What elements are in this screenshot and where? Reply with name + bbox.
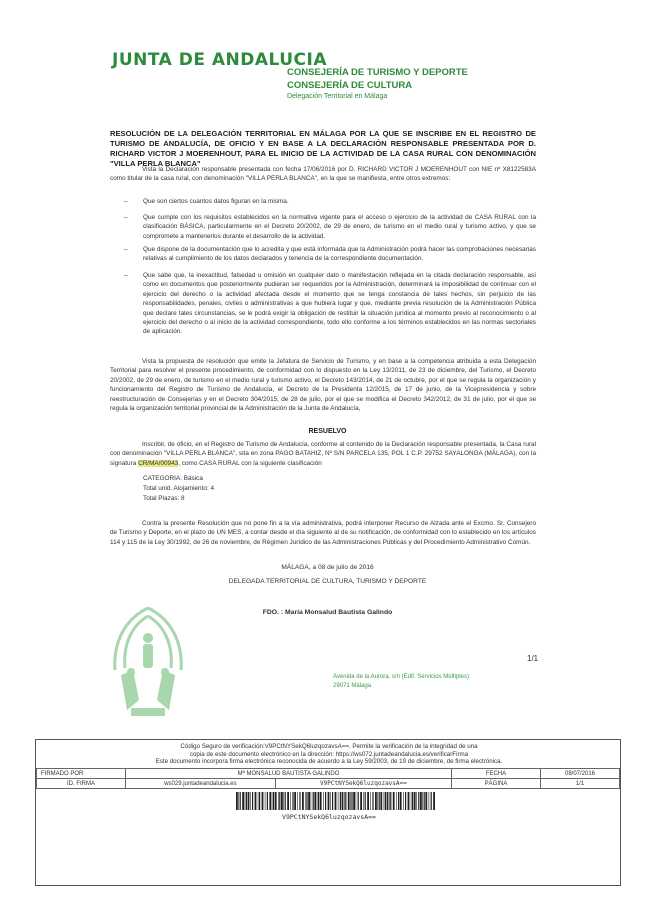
barcode-bar — [389, 792, 390, 810]
fecha-value: 08/07/2016 — [541, 769, 620, 779]
bullet-text: Que son ciertos cuantos datos figuran en la misma. — [143, 198, 289, 205]
barcode-code: V9PCtNYSekQ6luzqozavsA== — [282, 813, 376, 821]
barcode-bar — [367, 792, 369, 810]
total-unid-line: Total unid. Alojamiento: 4 — [143, 485, 215, 492]
vista-paragraph: Vista la propuesta de resolución que emite la Jefatura de Servicio de Turismo, y en base a la competencia atribuida a esta Delegación Territorial para resolver el presente procedimiento, de conformidad con lo dispuesto en la Ley 13/2011, de 23 de diciembre, del Turismo, el Decreto 20/2002, de 29 de enero, de turismo en el medio rural y turismo activo, el Decreto 143/2014, de 21 de octubre, por el que se regula la organización y funcionamiento del Registro de Turismo de Andalucía, el Decreto de la Presidenta 12/2015, de 17 de junio, de la Vicepresidencia y sobre reestructuración de Consejerías y en el Decreto 304/2015, de 28 de julio, por el que se modifica el Decreto 342/2012, de 31 de julio, por el que se regula la organización territorial provincial de la Administración de la Junta de Andalucía, — [110, 358, 536, 413]
barcode-bar — [287, 792, 289, 810]
bullet-text: Que sabe que, la inexactitud, falsedad u omisión en cualquier dato o manifestación reflejada en la citada declaración responsable, así como en documentos que posteriormente pudieran ser requeridos por la Administración, determinará la imposibilidad de continuar con el ejercicio del derecho o la actividad afectada desde el momento que se tenga constancia de tales hechos, sin perjuicio de las responsabilidades, penales, civiles o administrativas a que hubiera lugar y que, mediante previa resolución de la Administración Pública que declare tales circunstancias, se le podrá exigir la obligación de restituir la situación jurídica al momento previo al reconocimiento o al ejercicio del derecho o al inicio de la actividad correspondiente, todo ello conforme a los términos establecidos en las normas sectoriales de aplicación. — [143, 272, 536, 336]
address-line-2: 29071 Málaga — [333, 683, 372, 689]
barcode-bar — [238, 792, 239, 810]
bullet-item: – Que cumple con los requisitos establecidos en la normativa vigente para el acceso o ejercicio de la actividad de CASA RURAL con la clasificación BÁSICA, particularmente en el Decreto 20/2002, de 29 de enero, de turismo en el medio rural y turismo activo, y que se compromete a mantenerlos durante el desarrollo de la actividad. — [124, 214, 536, 240]
intro-paragraph: Vista la Declaración responsable presentada con fecha 17/06/2016 por D. RICHARD VICTOR J MOERENHOUT con NIE nº X8122583A como titular de la casa rural, con denominación "VILLA PERLA BLANCA", en la que se manifiesta, entre otros extremos: — [110, 166, 536, 183]
barcode-bar — [356, 792, 357, 810]
barcode-bar — [418, 792, 419, 810]
department-line-3: Delegación Territorial en Málaga — [287, 93, 388, 100]
barcode-bar — [385, 792, 386, 810]
barcode-bar — [323, 792, 324, 810]
barcode-bar — [250, 792, 251, 810]
barcode-bar — [384, 792, 385, 810]
inscribir-text-b: , como CASA RURAL con la siguiente clasificación — [178, 459, 322, 467]
barcode-bar — [245, 792, 246, 810]
firmado-por-value: Mª MONSALUD BAUTISTA GALINDO — [126, 769, 452, 779]
barcode-bar — [345, 792, 346, 810]
barcode-bar — [283, 792, 284, 810]
bullet-text: Que dispone de la documentación que lo acredita y que está informada que la Administración podrá hacer las comprobaciones necesarias relativas al cumplimiento de los datos declarados y tenencia de la correspondiente documentación. — [143, 246, 536, 263]
barcode-bar — [269, 792, 271, 810]
barcode-bar — [325, 792, 326, 810]
barcode-bar — [308, 792, 310, 810]
andalucia-emblem-icon — [103, 600, 193, 720]
id-firma-value: ws029.juntadeandalucia.es — [126, 779, 276, 789]
barcode-bar — [302, 792, 304, 810]
barcode-bar — [416, 792, 417, 810]
barcode-bar — [258, 792, 259, 810]
barcode-bar — [328, 792, 330, 810]
barcode-bar — [340, 792, 341, 810]
bullet-text: Que cumple con los requisitos establecidos en la normativa vigente para el acceso o ejercicio de la actividad de CASA RURAL con la clasificación BÁSICA, particularmente en el Decreto 20/2002, de 29 de enero, de turismo en el medio rural y turismo activo, y que se compromete a mantenerlos durante el desarrollo de la actividad. — [143, 214, 536, 240]
bullet-item: – Que sabe que, la inexactitud, falsedad u omisión en cualquier dato o manifestación reflejada en la citada declaración responsable, así como en documentos que posteriormente pudieran ser requeridos por la Administración, determinará la imposibilidad de continuar con el ejercicio del derecho o la actividad afectada desde el momento que se tenga constancia de tales hechos, sin perjuicio de las responsabilidades, penales, civiles o administrativas a que hubiera lugar y que, mediante previa resolución de la Administración Pública que declare tales circunstancias, se le podrá exigir la obligación de restituir la situación jurídica al momento previo al reconocimiento o al ejercicio del derecho o al inicio de la actividad correspondiente, todo ello conforme a los términos establecidos en las normas sectoriales de aplicación. — [124, 272, 536, 336]
barcode-bar — [255, 792, 257, 810]
barcode-bar — [290, 792, 291, 810]
barcode-bar — [408, 792, 410, 810]
verification-text — [36, 743, 622, 766]
verification-line-2: copia de este documento electrónico en la dirección: https://ws072.juntadeandalucia.es/verificarFirma — [189, 750, 469, 758]
barcode-bar — [370, 792, 371, 810]
id-code: V9PCtNYSekQ6luzqozavsA== — [275, 779, 451, 789]
barcode-bar — [297, 792, 298, 810]
barcode-bar — [433, 792, 435, 810]
barcode-bar — [420, 792, 422, 810]
barcode-bar — [377, 792, 378, 810]
address-line-1: Avenida de la Aurora, s/n (Edif. Servicios Múltiples) — [333, 674, 469, 680]
barcode-bar — [403, 792, 404, 810]
barcode-bar — [278, 792, 279, 810]
barcode-bar — [240, 792, 241, 810]
barcode-bar — [259, 792, 260, 810]
barcode-bar — [248, 792, 250, 810]
barcode-bar — [306, 792, 307, 810]
page-number: 1/1 — [527, 654, 539, 663]
categoria-line: CATEGORIA: Básica — [143, 475, 203, 482]
barcode-bar — [246, 792, 247, 810]
pagina-label: PÁGINA — [452, 779, 541, 789]
barcode-bar — [400, 792, 402, 810]
table-row — [37, 769, 620, 779]
barcode-bar — [396, 792, 397, 810]
barcode-bar — [317, 792, 318, 810]
barcode-bar — [398, 792, 399, 810]
barcode-bar — [424, 792, 425, 810]
barcode-bar — [267, 792, 268, 810]
barcode-bar — [412, 792, 413, 810]
id-firma-label: ID. FIRMA — [37, 779, 126, 789]
barcode-bar — [344, 792, 345, 810]
barcode-bar — [414, 792, 416, 810]
verification-line-1: Código Seguro de verificación:V9PCtNYSekQ6luzqozavsA==. Permite la verificación de la integridad de una — [180, 743, 478, 750]
barcode-bar — [353, 792, 355, 810]
document-title: RESOLUCIÓN DE LA DELEGACIÓN TERRITORIAL EN MÁLAGA POR LA QUE SE INSCRIBE EN EL REGISTRO DE TURISMO DE ANDALUCÍA, DE OFICIO Y EN BASE A LA DECLARACIÓN RESPONSABLE PRESENTADA POR D. RICHARD VICTOR J MOERENHOUT, PARA EL INICIO DE LA ACTIVIDAD DE LA CASA RURAL CON DENOMINACIÓN "VILLA PERLA BLANCA" — [110, 129, 536, 168]
barcode-bar — [262, 792, 264, 810]
barcode-bar — [320, 792, 322, 810]
resuelvo-heading: RESUELVO — [308, 428, 347, 435]
signature-table — [36, 768, 620, 789]
barcode-bar — [265, 792, 266, 810]
junta-logo-text: JUNTA DE ANDALUCIA — [112, 50, 327, 70]
barcode-bar — [363, 792, 364, 810]
barcode-bar — [379, 792, 380, 810]
inscribir-paragraph — [110, 440, 536, 468]
barcode-bar — [405, 792, 406, 810]
barcode-bar — [294, 792, 296, 810]
total-plazas-line: Total Plazas: 8 — [143, 495, 185, 502]
barcode-bar — [365, 792, 366, 810]
barcode-bar — [350, 792, 351, 810]
barcode-bar — [425, 792, 427, 810]
barcode-bar — [242, 792, 244, 810]
barcode-bar — [332, 792, 333, 810]
table-row — [37, 779, 620, 789]
barcode-bar — [372, 792, 373, 810]
barcode-bar — [422, 792, 423, 810]
fecha-label: FECHA — [452, 769, 541, 779]
place-date: MÁLAGA, a 08 de julio de 2016 — [281, 564, 374, 571]
bullet-item: – Que dispone de la documentación que lo acredita y que está informada que la Administración podrá hacer las comprobaciones necesarias relativas al cumplimiento de los datos declarados y tenencia de la correspondiente documentación. — [124, 246, 536, 263]
barcode-bar — [299, 792, 300, 810]
barcode-bar — [285, 792, 286, 810]
barcode-bar — [338, 792, 339, 810]
barcode-bar — [358, 792, 359, 810]
barcode-bar — [360, 792, 362, 810]
barcode-bar — [348, 792, 350, 810]
barcode-bar — [292, 792, 293, 810]
signatura-highlight: CR/MA/00943 — [138, 459, 179, 467]
barcode-bar — [429, 792, 430, 810]
barcode-bar — [252, 792, 253, 810]
signer-name: FDO. : María Monsalud Bautista Galindo — [262, 609, 393, 616]
barcode-icon — [236, 792, 436, 810]
inscribir-text-a: Inscribir, de oficio, en el Registro de Turismo de Andalucía, conforme al contenido de la Declaración responsable presentada, la Casa rural con denominación "VILLA PERLA BLANCA", sita en zona PAGO BATAHIZ, Nº S/N PARCELA 135, POL 1 C.P. 29752 SAYALONGA (MÁLAGA), con la signatura — [110, 441, 536, 467]
pagina-value: 1/1 — [541, 779, 620, 789]
verification-line-3: Este documento incorpora firma electrónica reconocida de acuerdo a la Ley 59/2003, de 19 de diciembre, de firma electrónica. — [155, 758, 503, 766]
barcode-bar — [393, 792, 395, 810]
barcode-bar — [305, 792, 306, 810]
barcode-bar — [351, 792, 352, 810]
delegation-title: DELEGADA TERRITORIAL DE CULTURA, TURISMO Y DEPORTE — [228, 578, 427, 585]
barcode-bar — [311, 792, 312, 810]
barcode-bar — [314, 792, 316, 810]
barcode-bar — [390, 792, 391, 810]
barcode-bar — [342, 792, 344, 810]
barcode-bar — [273, 792, 274, 810]
bullet-item: – Que son ciertos cuantos datos figuran en la misma. — [124, 198, 289, 205]
barcode-bar — [380, 792, 382, 810]
firmado-por-label: FIRMADO POR — [37, 769, 126, 779]
department-line-2: CONSEJERÍA DE CULTURA — [287, 80, 413, 91]
barcode-bar — [330, 792, 331, 810]
barcode-bar — [411, 792, 412, 810]
barcode-bar — [236, 792, 238, 810]
electronic-signature-box — [35, 739, 621, 886]
barcode-bar — [313, 792, 314, 810]
barcode-bar — [272, 792, 273, 810]
barcode-bar — [431, 792, 432, 810]
barcode-bar — [281, 792, 283, 810]
barcode-bar — [318, 792, 319, 810]
department-line-1: CONSEJERÍA DE TURISMO Y DEPORTE — [287, 67, 468, 78]
contra-paragraph: Contra la presente Resolución que no pone fin a la vía administrativa, podrá interponer Recurso de Alzada ante el Excmo. Sr. Consejero de Turismo y Deporte, en el plazo de UN MES, a contar desde el día siguiente al de su notificación, de conformidad con lo establecido en los artículos 114 y 115 de la Ley 30/1992, de 26 de noviembre, de Régimen Jurídico de las Administraciones Públicas y del Procedimiento Administrativo Común. — [110, 520, 536, 546]
barcode-bar — [375, 792, 377, 810]
barcode-bar — [387, 792, 389, 810]
barcode-bar — [335, 792, 337, 810]
barcode-bar — [275, 792, 277, 810]
barcode-bar — [279, 792, 280, 810]
